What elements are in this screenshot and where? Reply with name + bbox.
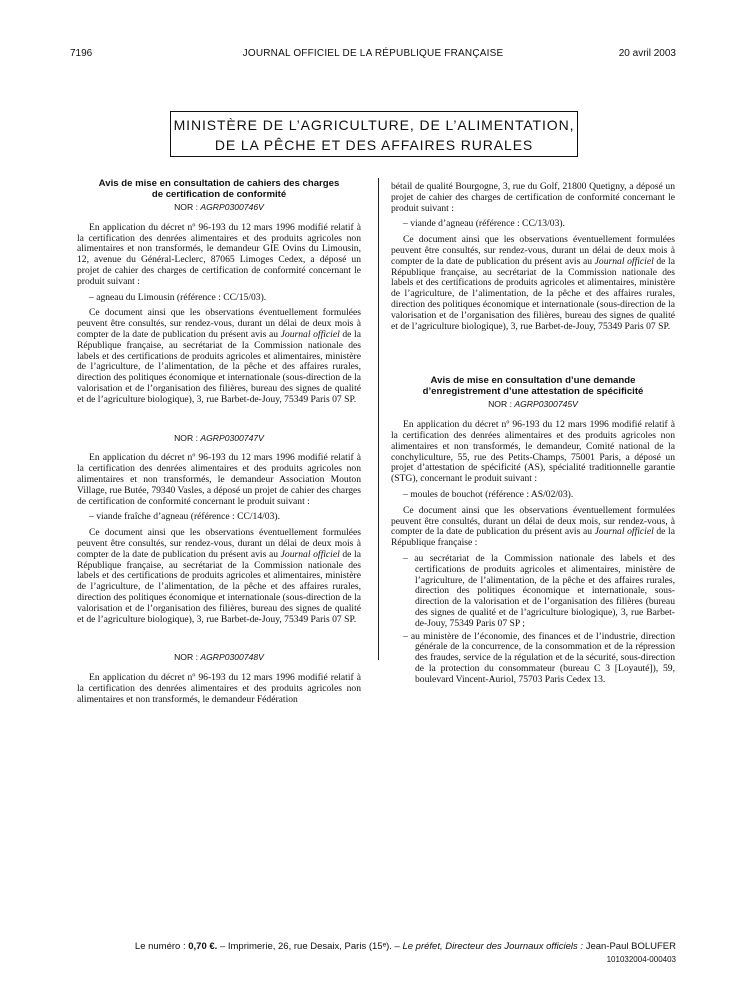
notice-paragraph: En application du décret nº 96-193 du 12 mars 1996 modifié relatif à la certification des denrées alimentaires et des produits agricoles non alimentaires et non transformés, le demandeur, Comité national de la conchyliculture, 55, rue des Petits-Champs, 75001 Paris, a déposé un projet d’attestation de spécificité (AS), spécialité traditionnelle garantie (STG), concernant le produit suivant : [391,419,675,485]
footer-price: 0,70 €. [188,941,218,952]
product-item: – viande fraîche d’agneau (référence : CC/14/03). [89,511,280,523]
ministry-title-line2: DE LA PÊCHE ET DES AFFAIRES RURALES [214,137,534,153]
product-item: – moules de bouchot (référence : AS/02/03). [403,488,574,500]
journal-title: JOURNAL OFFICIEL DE LA RÉPUBLIQUE FRANÇAISE [242,48,504,59]
footer-director-role: Le préfet, Directeur des Journaux officiels : [402,941,584,952]
notice-paragraph: Ce document ainsi que les observations éventuellement formulées peuvent être consultés, sur rendez-vous, durant un délai de deux mois à compter de la date de publication du présent avis au Journal officiel de la République française, au secrétariat de la Commission nationale des labels et des certifications de produits agricoles et alimentaires, ministère de l’agriculture, de l’alimentation, de la pêche et des affaires rurales, direction des politiques économique et internationale (sous-direction de la valorisation et de l’organisation des filières, bureau des signes de qualité et de l’agriculture biologique), 3, rue Barbet-de-Jouy, 75349 Paris 07 SP. [77,307,361,405]
list-item: – au secrétariat de la Commission nationale des labels et des certifications de produits agricoles et alimentaires, ministère de l’agriculture, de l’alimentation, de la pêche et des affaires rurales, direction des politiques économique et internationale, sous-direction de la valorisation et de l’organisation des filières (bureau des signes de qualité et de l’agriculture biologique), 3, rue Barbet-de-Jouy, 75349 Paris 07 SP ; [403,552,675,629]
page-header [70,48,676,64]
footer-line [70,941,676,952]
notice-heading-line2: d’enregistrement d’une attestation de spécificité [422,386,644,398]
right-column [391,182,675,690]
footer-printer: – Imprimerie, 26, rue Desaix, Paris (15ᵉ). – [219,941,400,952]
nor-reference: NOR : AGRP0300747V [174,432,264,443]
product-item: – agneau du Limousin (référence : CC/15/03). [89,291,267,303]
footer-code: 101032004-000403 [606,955,676,964]
ministry-title-line1: MINISTÈRE DE L’AGRICULTURE, DE L’ALIMENTATION, [173,117,575,133]
nor-reference: NOR : AGRP0300746V [174,202,264,212]
list-item: – au ministère de l’économie, des finances et de l’industrie, direction générale de la concurrence, de la consommation et de la répression des fraudes, service de la régulation et de la sécurité, sous-direction de la protection du consommateur (bureau C 3 [Loyauté]), 59, boulevard Vincent-Auriol, 75703 Paris Cedex 13. [403,630,675,685]
notice-paragraph: En application du décret nº 96-193 du 12 mars 1996 modifié relatif à la certification des denrées alimentaires et des produits agricoles non alimentaires et non transformés, le demandeur Association Mouton Village, rue Butée, 79340 Vasles, a déposé un projet de cahier des charges de certification de conformité concernant le produit suivant : [77,452,361,507]
notice-heading-line1: Avis de mise en consultation d’une demande [430,375,636,387]
notice-paragraph: En application du décret nº 96-193 du 12 mars 1996 modifié relatif à la certification des denrées alimentaires et des produits agricoles non alimentaires et non transformés, le demandeur GIE Ovins du Limousin, 12, avenue du Général-Leclerc, 87065 Limoges Cedex, a déposé un projet de cahier des charges de certification de conformité concernant le produit suivant : [77,221,361,287]
product-item: – viande d’agneau (référence : CC/13/03). [403,218,565,230]
page-number: 7196 [70,48,93,59]
footer-label: Le numéro : [134,941,186,952]
notice-paragraph: bétail de qualité Bourgogne, 3, rue du Golf, 21800 Quetigny, a déposé un projet de cahier des charges de certification de conformité concernant le produit suivant : [391,181,675,214]
notice-heading-line2: de certification de conformité [151,189,287,200]
notice-paragraph: Ce document ainsi que les observations éventuellement formulées peuvent être consultés, sur rendez-vous, durant un délai de deux mois à compter de la date de publication du présent avis au Journal officiel de la République française, au secrétariat de la Commission nationale des labels et des certifications de produits agricoles et alimentaires, ministère de l’agriculture, de l’alimentation, de la pêche et des affaires rurales, direction des politiques économique et internationale (sous-direction de la valorisation et de l’organisation des filières, bureau des signes de qualité et de l’agriculture biologique), 3, rue Barbet-de-Jouy, 75349 Paris 07 SP. [391,234,675,332]
footer-director-name: Jean-Paul BOLUFER [585,941,676,952]
address-list [391,554,675,686]
nor-reference: NOR : AGRP0300745V [488,399,578,410]
ministry-title-box [170,111,578,157]
column-divider [378,178,379,660]
left-column [77,178,361,710]
notice-paragraph: Ce document ainsi que les observations éventuellement formulées peuvent être consultés, durant un délai de deux mois, sur rendez-vous, à compter de la date de publication du présent avis au Journal officiel de la République française : [391,504,675,549]
publication-date: 20 avril 2003 [618,48,676,59]
nor-reference: NOR : AGRP0300748V [174,652,264,663]
notice-paragraph: En application du décret nº 96-193 du 12 mars 1996 modifié relatif à la certification des denrées alimentaires et des produits agricoles non alimentaires et non transformés, le demandeur Fédération [77,672,361,705]
page-footer [70,941,676,964]
notice-heading-line1: Avis de mise en consultation de cahiers des charges [98,178,340,189]
notice-paragraph: Ce document ainsi que les observations éventuellement formulées peuvent être consultés, sur rendez-vous, durant un délai de deux mois à compter de la date de publication du présent avis au Journal officiel de la République française, au secrétariat de la Commission nationale des labels et des certifications de produits agricoles et alimentaires, ministère de l’agriculture, de l’alimentation, de la pêche et des affaires rurales, direction des politiques économique et internationale (sous-direction de la valorisation et de l’organisation des filières, bureau des signes de qualité et de l’agriculture biologique), 3, rue Barbet-de-Jouy, 75349 Paris 07 SP. [77,527,361,625]
